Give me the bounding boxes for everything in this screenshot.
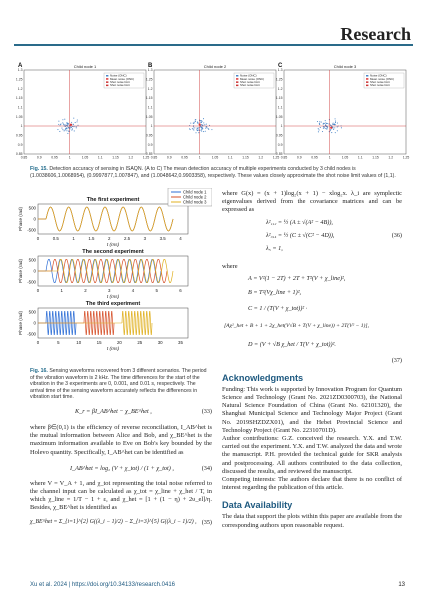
x-tick-label: 2	[84, 288, 87, 293]
y-tick-label: 1.15	[16, 96, 23, 101]
x-tick-label: 4	[131, 288, 135, 293]
y-tick-label: 1.25	[145, 77, 153, 82]
y-tick-label: 1.2	[17, 86, 23, 91]
y-tick-label: -500	[27, 227, 36, 233]
noise-point	[76, 127, 77, 128]
noise-point	[68, 130, 69, 131]
noise-point	[198, 132, 199, 133]
legend-swatch	[236, 78, 238, 80]
noise-point	[333, 127, 334, 128]
figure-15-caption	[30, 166, 402, 179]
waveform-child-node-3	[46, 207, 173, 231]
scatter-panel-c	[276, 63, 410, 160]
x-tick-label: 5	[57, 340, 60, 345]
noise-point	[198, 127, 199, 128]
right-column	[222, 190, 402, 530]
noise-point	[197, 123, 198, 124]
y-tick-label: 1.15	[145, 96, 153, 101]
experiment-title: The second experiment	[82, 249, 144, 255]
equation-33-expression: K_r = βI_AB^het − χ_BE^het ,	[75, 408, 152, 415]
y-axis-label: Phase (rad)	[18, 206, 23, 232]
noise-point	[65, 128, 66, 129]
noise-point	[62, 122, 63, 123]
noise-point	[325, 120, 326, 121]
where-label: where	[222, 262, 238, 270]
y-tick-label: 0.9	[147, 142, 153, 147]
legend-label: Mean noise (ONC)	[110, 76, 135, 81]
legend-swatch	[366, 81, 368, 83]
noise-point	[318, 131, 319, 132]
equation-36-line-2: λ²₃,₄ = ½ (C ± √(C² − 4D)),	[266, 231, 335, 239]
equation-37-line-2: B = T²(Vχ_line + 1)²,	[248, 288, 302, 296]
y-tick-label: 1.2	[147, 86, 153, 91]
legend-swatch	[366, 85, 368, 87]
y-tick-label: 500	[28, 309, 36, 315]
equation-37-line-3: C = 1 / (T(V + χ_tot))² ·	[248, 304, 308, 312]
x-tick-label: 25	[137, 340, 143, 345]
y-tick-label: 1.1	[17, 105, 23, 110]
legend-label: Noise (ONC)	[370, 73, 387, 78]
noise-point	[193, 123, 194, 124]
noise-point	[61, 128, 62, 129]
waveform-panel-3	[18, 301, 188, 352]
equation-37-line-4: [Aχ²_het + B + 1 + 2χ_het(V√B + T(V + χ_line)) + 2T(V² − 1)],	[224, 322, 369, 329]
x-tick-label: 1.25	[272, 155, 280, 160]
equation-36-number: (36)	[391, 231, 402, 239]
noise-point	[193, 126, 194, 127]
journal-name: Research	[340, 24, 411, 44]
x-tick-label: 2	[108, 236, 111, 241]
noise-point	[327, 127, 328, 128]
x-tick-label: 1.25	[402, 155, 410, 160]
x-tick-label: 4	[179, 236, 182, 241]
noise-point	[58, 124, 59, 125]
y-tick-label: 1.3	[277, 68, 283, 73]
y-axis-label: Phase (rad)	[18, 310, 23, 336]
x-tick-label: 1.2	[388, 155, 394, 160]
y-tick-label: 0	[33, 216, 36, 222]
noise-point	[195, 121, 196, 122]
x-axis-label: t (ms)	[106, 295, 120, 300]
x-tick-label: 3.5	[159, 236, 166, 241]
y-axis-label: Phase (rad)	[18, 258, 23, 284]
legend-label: Noise (ONC)	[110, 73, 127, 78]
y-tick-label: 0.85	[16, 152, 23, 157]
left-column	[30, 406, 212, 531]
noise-point	[335, 121, 336, 122]
noise-point	[59, 131, 60, 132]
x-tick-label: 0.9	[296, 155, 302, 160]
footer-citation-text[interactable]: Xu et al. 2024 | https://doi.org/10.34133/research.0416	[30, 582, 175, 588]
figure-16-caption-text: Sensing waveforms recovered from 3 different scenarios. The period of the vibration waveform is 2 kHz. The time differences for the start of the vibration in the 3 experiments are 0, 0.001, and 0.01 s, respectively. The arrival time of the sensing waveform accurately reflects the differences in vibration start time.	[30, 368, 207, 401]
noise-point	[77, 125, 78, 126]
noise-point	[334, 127, 335, 128]
figure-16-caption	[30, 368, 210, 401]
noise-point	[58, 121, 59, 122]
y-tick-label: 1	[280, 124, 283, 129]
panel-title: Child node 3	[333, 64, 357, 69]
noise-point	[195, 132, 196, 133]
noise-point	[208, 129, 209, 130]
equation-37-line-5: D = (V + √B χ_het / T(V + χ_tot))².	[248, 340, 336, 348]
data-availability-paragraph: The data that support the plots within this paper are available from the corresponding authors upon reasonable request.	[222, 513, 402, 529]
equation-37-number: (37)	[391, 356, 402, 364]
noise-point	[62, 129, 63, 130]
panel-letter: B	[148, 63, 153, 69]
equation-34-expression: I_AB^het = log₂ (V + χ_tot) / (1 + χ_tot) ,	[70, 464, 174, 472]
y-tick-label: 1.05	[275, 114, 283, 119]
competing-interests-paragraph: Competing interests: The authors declare that there is no conflict of interest regarding the publication of this article.	[222, 476, 402, 492]
noise-point	[337, 130, 338, 131]
equation-34	[30, 461, 212, 477]
noise-point	[72, 128, 73, 129]
noise-point	[327, 128, 328, 129]
y-tick-label: -500	[27, 331, 36, 337]
legend-label: Child node 3	[183, 199, 207, 205]
y-tick-label: 0.9	[17, 142, 23, 147]
x-tick-label: 1.1	[227, 155, 233, 160]
y-tick-label: 1	[150, 124, 153, 129]
x-tick-label: 1	[68, 155, 71, 160]
noise-point	[328, 123, 329, 124]
y-tick-label: -500	[27, 279, 36, 285]
x-tick-label: 1.05	[341, 155, 349, 160]
noise-point	[337, 126, 338, 127]
equation-37	[222, 273, 402, 365]
equation-37-line-1: A = V²(1 − 2T) + 2T + T²(V + χ_line)²,	[248, 274, 346, 282]
noise-point	[193, 130, 194, 131]
page-number: 13	[398, 582, 405, 588]
figure-15-scatter-panels	[16, 58, 412, 168]
header-rule	[14, 44, 413, 46]
noise-point	[73, 124, 74, 125]
noise-point	[67, 124, 68, 125]
noise-point	[67, 133, 68, 134]
noise-point	[319, 121, 320, 122]
x-tick-label: 0.85	[150, 155, 158, 160]
x-tick-label: 1.1	[97, 155, 103, 160]
legend-label: Shot noise limit	[110, 83, 130, 88]
x-tick-label: 0.5	[52, 236, 59, 241]
legend-label: Child node 1	[183, 189, 207, 195]
x-tick-label: 1.15	[372, 155, 379, 160]
y-tick-label: 1.1	[147, 105, 153, 110]
noise-point	[192, 128, 193, 129]
legend-swatch	[236, 85, 238, 87]
figure-15-label: Fig. 15.	[30, 166, 48, 172]
noise-point	[323, 123, 324, 124]
x-tick-label: 0	[36, 340, 40, 345]
noise-point	[334, 124, 335, 125]
noise-point	[330, 129, 331, 130]
equation-36-line-1: λ²₁,₂ = ½ (A ± √(A² − 4B)),	[266, 218, 333, 226]
noise-point	[65, 129, 66, 130]
noise-point	[325, 128, 326, 129]
y-tick-label: 0.85	[275, 152, 283, 157]
x-tick-label: 0.9	[166, 155, 172, 160]
x-axis-label: t (ms)	[106, 243, 120, 248]
scatter-panel-b	[146, 63, 280, 160]
x-tick-label: 1.2	[258, 155, 264, 160]
legend-swatch	[366, 78, 368, 80]
noise-point	[318, 128, 319, 129]
waveform-child-node-3	[122, 311, 152, 334]
noise-point	[326, 123, 327, 124]
legend-label: Child node 2	[183, 194, 207, 200]
x-tick-label: 0.85	[280, 155, 288, 160]
figure-16-waveforms	[18, 188, 212, 358]
legend-swatch	[236, 81, 238, 83]
equation-33-number: (33)	[201, 408, 212, 415]
figure-15-caption-text: Detection accuracy of sensing in ISAQN. (A to C) The mean detection accuracy of multiple experiments conducted by 3 child nodes is (1.0038606,1.0068954), (0.9997877,1.007847), and (1.0048642,0.9903358), respectively. These values closely approximate the shot noise limit values of (1,1).	[30, 166, 396, 179]
noise-point	[60, 123, 61, 124]
x-tick-label: 10	[76, 340, 82, 345]
x-tick-label: 1	[198, 155, 201, 160]
noise-point	[333, 129, 334, 130]
paragraph-reconciliation: where β∈(0,1) is the efficiency of reverse reconciliation, I_AB^het is the mutual information between Alice and Bob, and χ_BE^het is the maximum information available to Eve on Bob's key bounded by the Holevo quantity. Specifically, I_AB^het can be identified as	[30, 424, 212, 456]
y-tick-label: 1.1	[277, 105, 283, 110]
noise-point	[203, 118, 204, 119]
noise-point	[205, 131, 206, 132]
figure-16	[18, 188, 212, 358]
noise-point	[203, 122, 204, 123]
legend-label: Shot noise limit	[370, 80, 390, 84]
paragraph-total-noise: where V = V_A + 1, and χ_tot representing the total noise referred to the channel input can be calculated as χ_tot = χ_line + χ_het / T, in which χ_line = 1/T − 1 + ε, and χ_het = [1 + (1 − η) + 2υ_el]/η. Besides, χ_BE^het is identified as	[30, 479, 212, 512]
x-tick-label: 1.05	[81, 155, 89, 160]
legend-label: Shot noise limit	[240, 83, 260, 88]
x-tick-label: 1.15	[112, 155, 119, 160]
x-tick-label: 1.5	[88, 236, 95, 241]
y-tick-label: 0.85	[145, 152, 153, 157]
y-tick-label: 500	[28, 257, 36, 263]
y-tick-label: 0.95	[275, 133, 283, 138]
noise-point	[324, 123, 325, 124]
figure-16-legend	[168, 188, 212, 206]
noise-point	[197, 122, 198, 123]
x-tick-label: 1.05	[211, 155, 219, 160]
noise-point	[195, 119, 196, 120]
author-contributions-paragraph: Author contributions: G.Z. conceived the research. Y.X. and T.W. carried out the experiment. Y.X. and T.W. analyzed the data and wrote the manuscript. P.H. provided the technical guide for SKR analysis and postprocessing. All authors contributed to the data collection, discussed the results, and reviewed the manuscript.	[222, 435, 402, 475]
noise-point	[194, 127, 195, 128]
noise-point	[76, 121, 77, 122]
x-tick-label: 1	[72, 236, 75, 241]
legend-label: Shot noise limit	[110, 80, 130, 84]
noise-point	[74, 130, 75, 131]
y-tick-label: 1.3	[17, 68, 23, 73]
x-tick-label: 0.9	[36, 155, 42, 160]
legend-label: Noise (ONC)	[240, 73, 257, 78]
noise-point	[204, 124, 205, 125]
y-tick-label: 1.05	[145, 114, 153, 119]
y-tick-label: 1.2	[277, 86, 283, 91]
experiment-title: The first experiment	[86, 197, 140, 203]
figure-16-label: Fig. 16.	[30, 368, 48, 374]
y-tick-label: 0	[33, 268, 36, 274]
y-tick-label: 1.3	[147, 68, 153, 73]
y-tick-label: 0.95	[16, 133, 23, 138]
experiment-title: The third experiment	[85, 301, 141, 307]
x-tick-label: 1	[328, 155, 331, 160]
noise-point	[194, 122, 195, 123]
equation-33	[30, 406, 212, 420]
x-tick-label: 0.95	[51, 155, 58, 160]
noise-point	[206, 124, 207, 125]
noise-point	[196, 129, 197, 130]
acknowledgments-heading: Acknowledgments	[222, 372, 304, 383]
legend-label: Shot noise limit	[240, 80, 260, 84]
y-tick-label: 0	[33, 320, 36, 326]
noise-point	[62, 119, 63, 120]
noise-point	[201, 121, 202, 122]
noise-point	[76, 126, 77, 127]
noise-point	[335, 118, 336, 119]
y-tick-label: 1.05	[16, 114, 23, 119]
y-tick-label: 1.15	[275, 96, 283, 101]
x-tick-label: 0	[36, 236, 40, 241]
x-tick-label: 5	[155, 288, 158, 293]
noise-point	[323, 127, 324, 128]
noise-point	[71, 130, 72, 131]
waveform-child-node-3	[58, 259, 173, 282]
noise-point	[64, 119, 65, 120]
equation-34-number: (34)	[201, 464, 212, 472]
noise-point	[201, 131, 202, 132]
y-tick-label: 500	[28, 205, 36, 211]
noise-point	[319, 123, 320, 124]
x-tick-label: 1.2	[128, 155, 134, 160]
legend-swatch	[106, 78, 108, 80]
y-tick-label: 0.9	[277, 142, 283, 147]
paragraph-symplectic: where G(x) = (x + 1)log₂(x + 1) − xlog₂x. λ_i are symplectic eigenvalues derived from the covariance matrices and can be expressed as	[222, 190, 402, 214]
noise-point	[332, 124, 333, 125]
mean-noise-marker	[330, 127, 332, 129]
x-tick-label: 2.5	[124, 236, 131, 241]
noise-point	[317, 121, 318, 122]
waveform-panel-1	[18, 197, 188, 248]
y-tick-label: 0.95	[145, 133, 153, 138]
noise-point	[321, 122, 322, 123]
equation-36	[222, 219, 402, 259]
x-tick-label: 20	[116, 340, 122, 345]
noise-point	[190, 123, 191, 124]
noise-point	[201, 129, 202, 130]
noise-point	[75, 122, 76, 123]
noise-point	[341, 127, 342, 128]
footer-citation[interactable]	[30, 582, 175, 588]
x-tick-label: 3	[108, 288, 111, 293]
x-tick-label: 6	[179, 288, 182, 293]
x-tick-label: 1.25	[142, 155, 150, 160]
noise-point	[69, 128, 70, 129]
legend-swatch	[106, 81, 108, 83]
noise-point	[322, 131, 323, 132]
mean-noise-marker	[70, 124, 72, 126]
equation-35	[30, 517, 212, 531]
legend-swatch	[106, 85, 108, 87]
equation-36-line-3: λ₅ = 1,	[266, 244, 283, 252]
panel-title: Child node 1	[73, 64, 97, 69]
x-tick-label: 1.15	[242, 155, 249, 160]
noise-point	[73, 118, 74, 119]
noise-point	[71, 122, 72, 123]
noise-point	[331, 132, 332, 133]
panel-letter: A	[18, 63, 23, 69]
funding-paragraph: Funding: This work is supported by Innovation Program for Quantum Science and Technology (Grant No. 2021ZD0300703), the National Natural Science Foundation of China (Grant No. 62101320), the Shanghai Municipal Science and Technology Major Project (Grant No. 2019SHZDZX01), and the Hebei Provincial Science and Technology Project (Grant No. 22310701D).	[222, 385, 402, 434]
equation-35-expression: χ_BE^het = Σ_{i=1}^{2} G((λ_i − 1)/2) − Σ_{i=3}^{5} G((λ_i − 1)/2) ,	[30, 518, 197, 525]
x-tick-label: 0.85	[20, 155, 28, 160]
noise-point	[77, 120, 78, 121]
noise-point	[201, 128, 202, 129]
noise-point	[190, 129, 191, 130]
x-tick-label: 0	[36, 288, 40, 293]
noise-point	[57, 129, 58, 130]
noise-point	[337, 122, 338, 123]
noise-point	[335, 122, 336, 123]
x-tick-label: 3	[143, 236, 147, 241]
legend-label: Mean noise (ONC)	[240, 76, 265, 81]
x-tick-label: 30	[157, 340, 163, 345]
figure-15	[16, 58, 412, 168]
legend-swatch	[106, 75, 108, 77]
y-tick-label: 1.25	[275, 77, 283, 82]
panel-letter: C	[278, 63, 283, 69]
x-tick-label: 15	[96, 340, 102, 345]
noise-point	[200, 130, 201, 131]
noise-point	[66, 130, 67, 131]
x-tick-label: 0.95	[181, 155, 188, 160]
data-availability-heading: Data Availability	[222, 500, 293, 511]
noise-point	[333, 123, 334, 124]
scatter-panel-a	[16, 63, 149, 160]
y-tick-label: 1	[20, 124, 23, 129]
noise-point	[202, 128, 203, 129]
noise-point	[335, 132, 336, 133]
x-axis-label: t (ms)	[106, 347, 120, 352]
legend-label: Mean noise (ONC)	[370, 76, 395, 81]
noise-point	[205, 128, 206, 129]
x-tick-label: 35	[178, 340, 183, 345]
noise-point	[318, 129, 319, 130]
y-tick-label: 1.25	[16, 77, 23, 82]
noise-point	[211, 129, 212, 130]
equation-35-number: (35)	[201, 518, 212, 526]
noise-point	[206, 126, 207, 127]
x-tick-label: 0.95	[311, 155, 318, 160]
noise-point	[197, 128, 198, 129]
panel-title: Child node 2	[203, 64, 227, 69]
legend-swatch	[366, 75, 368, 77]
noise-point	[64, 124, 65, 125]
noise-point	[323, 128, 324, 129]
x-tick-label: 1	[60, 288, 63, 293]
waveform-panel-2	[18, 249, 188, 300]
noise-point	[320, 127, 321, 128]
legend-label: Shot noise limit	[370, 83, 390, 88]
x-tick-label: 1.1	[357, 155, 363, 160]
noise-point	[71, 127, 72, 128]
legend-swatch	[236, 75, 238, 77]
noise-point	[200, 120, 201, 121]
noise-point	[203, 131, 204, 132]
noise-point	[64, 130, 65, 131]
noise-point	[200, 122, 201, 123]
